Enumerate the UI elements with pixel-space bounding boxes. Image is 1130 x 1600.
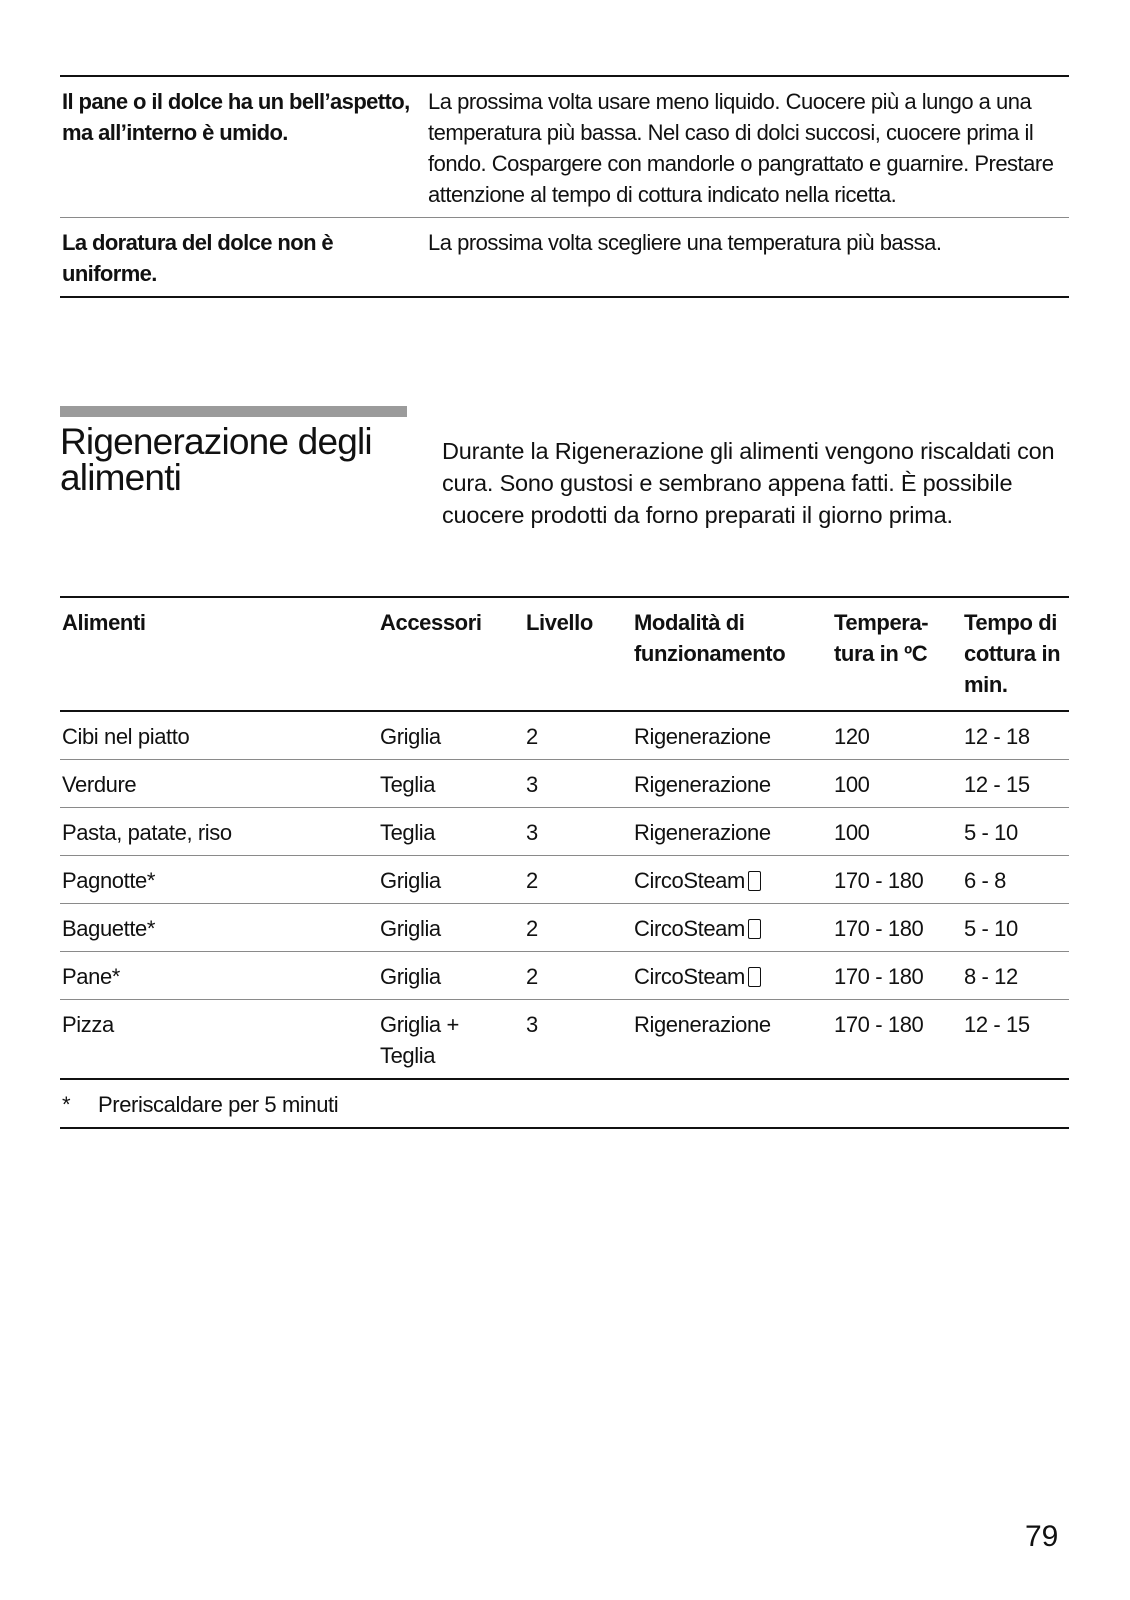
header-modalita: Modalità di funzionamento [634,610,786,666]
circosteam-icon [748,871,761,891]
page-number: 79 [1025,1520,1059,1553]
cell-accessorio: Griglia [380,724,441,749]
cell-alimento: Verdure [62,772,137,797]
section-bar [60,406,407,417]
remedy-cell: La prossima volta scegliere una temperatura più bassa. [428,230,942,255]
cell-accessorio: Teglia [380,772,436,797]
troubleshooting-row [60,77,1069,217]
cell-alimento: Pasta, patate, riso [62,820,232,845]
table-row [60,856,1069,904]
cell-modalita: Rigenerazione [634,772,771,797]
cell-modalita: Rigenerazione [634,1012,771,1037]
cell-alimento: Pizza [62,1012,114,1037]
cell-temperatura: 100 [834,772,870,797]
problem-cell: Il pane o il dolce ha un bell’aspetto, ma all’interno è umido. [62,89,410,145]
footnote-mark: * [62,1092,71,1117]
cell-alimento: Pane* [62,964,120,989]
cell-temperatura: 100 [834,820,870,845]
cell-temperatura: 170 - 180 [834,916,924,941]
cell-modalita [632,961,832,992]
cell-accessorio: Griglia [380,964,441,989]
cell-livello: 2 [526,916,538,941]
cell-livello: 3 [526,820,538,845]
cell-accessorio: Griglia [380,868,441,893]
mode-text: CircoSteam [634,916,745,941]
table-row [60,1000,1069,1080]
troubleshooting-table [60,75,1069,298]
cell-accessorio: Teglia [380,820,436,845]
cell-livello: 2 [526,964,538,989]
remedy-cell: La prossima volta usare meno liquido. Cuocere più a lungo a una temperatura più bassa. Nel caso di dolci succosi, cuocere prima il fondo. Cospargere con mandorle o pangrattato e guarnire. Prestare attenzione al tempo di cottura indicato nella ricetta. [428,89,1054,207]
cell-tempo: 12 - 18 [964,724,1030,749]
cell-tempo: 12 - 15 [964,1012,1030,1037]
cell-tempo: 8 - 12 [964,964,1018,989]
table-row [60,808,1069,856]
cell-tempo: 12 - 15 [964,772,1030,797]
cell-accessorio: Griglia [380,916,441,941]
table-row [60,712,1069,760]
cell-livello: 2 [526,724,538,749]
cell-modalita [632,865,832,896]
cell-livello: 3 [526,1012,538,1037]
cell-temperatura: 170 - 180 [834,1012,924,1037]
cell-livello: 2 [526,868,538,893]
circosteam-icon [748,919,761,939]
cell-tempo: 5 - 10 [964,916,1018,941]
cell-alimento: Cibi nel piatto [62,724,190,749]
mode-text: CircoSteam [634,964,745,989]
cell-modalita: Rigenerazione [634,724,771,749]
cell-temperatura: 170 - 180 [834,964,924,989]
problem-cell: La doratura del dolce non è uniforme. [62,230,334,286]
troubleshooting-row [60,217,1069,296]
cell-modalita: Rigenerazione [634,820,771,845]
table-footnote [60,1080,1069,1129]
cell-temperatura: 170 - 180 [834,868,924,893]
table-header-row [60,598,1069,712]
cell-modalita [632,913,832,944]
section-intro: Durante la Rigenerazione gli alimenti vengono riscaldati con cura. Sono gustosi e sembrano appena fatti. È possibile cuocere prodotti da forno preparati il giorno prima. [442,438,1055,528]
cell-tempo: 6 - 8 [964,868,1007,893]
section-title: Rigenerazione degli alimenti [60,421,372,498]
cell-alimento: Baguette* [62,916,156,941]
footnote-text: Preriscaldare per 5 minuti [98,1092,339,1117]
header-tempo: Tempo di cottura in min. [964,610,1061,697]
cell-tempo: 5 - 10 [964,820,1018,845]
cell-temperatura: 120 [834,724,870,749]
table-row [60,904,1069,952]
table-row [60,760,1069,808]
mode-text: CircoSteam [634,868,745,893]
circosteam-icon [748,967,761,987]
header-livello: Livello [526,610,593,635]
header-accessori: Accessori [380,610,482,635]
header-temperatura: Tempera- tura in ºC [834,610,929,666]
cell-alimento: Pagnotte* [62,868,156,893]
header-alimenti: Alimenti [62,610,146,635]
cell-accessorio: Griglia + Teglia [380,1012,459,1068]
cell-livello: 3 [526,772,538,797]
regeneration-table [60,596,1069,1129]
table-row [60,952,1069,1000]
